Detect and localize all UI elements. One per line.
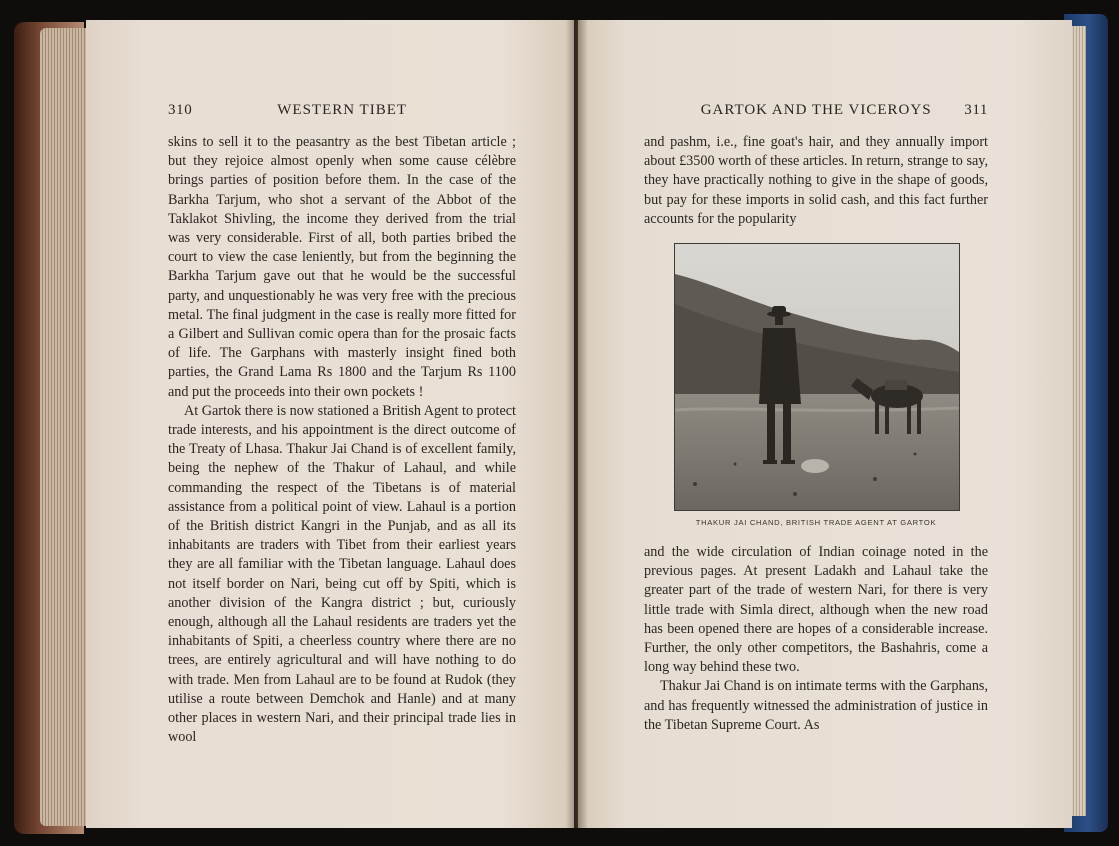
right-paragraph-after: and the wide circulation of Indian coinage noted in the previous pages. At present Ladakh and Lahaul take the greater part of the trade of western Nari, for there is very little trade with Simla direct, although when the new road has been opened there are hopes of a considerable increase. Further, the only other competitors, the Bashahris, come a long way behind these two.: [644, 544, 988, 676]
left-paragraph-1: skins to sell it to the peasantry as the best Tibetan article ; but they rejoice almost openly when some cause célèbre brings parties of position before them. In the case of the Barkha Tarjum, who shot a servant of the Abbot of the Taklakot Shivling, the income they derived from the trial was very considerable. First of all, both parties bribed the court to view the case leniently, but from the beginning the Barkha Tarjum gave out that he would be the successful party, and unquestionably he was very free with the precious metal. The final judgment in the case is really more fitted for a Gilbert and Sullivan comic opera than for the prosaic facts of life. The Garphans with masterly insight fined both parties, the Grand Lama Rs 1800 and the Tarjum Rs 1100 and put the proceeds into their own pockets !: [168, 134, 516, 400]
right-page-text-continued: [644, 543, 988, 735]
right-page-text: [644, 133, 988, 229]
left-running-head: WESTERN TIBET: [277, 102, 408, 118]
figure-caption: THAKUR JAI CHAND, BRITISH TRADE AGENT AT GARTOK: [695, 518, 937, 528]
left-page-number: 310: [168, 102, 193, 118]
figure: [674, 243, 958, 527]
left-page-text: [168, 133, 516, 748]
photograph: [674, 243, 960, 511]
right-paragraph-top: and pashm, i.e., fine goat's hair, and they annually import about £3500 worth of these articles. In return, strange to say, they have practically nothing to give in the shape of goods, but pay for these imports in solid cash, and this fact further accounts for the popularity: [644, 134, 988, 227]
left-page-header: [168, 102, 516, 119]
right-page-header: [644, 102, 988, 119]
right-paragraph-last: Thakur Jai Chand is on intimate terms with the Garphans, and has frequently witnessed the administration of justice in the Tibetan Supreme Court. As: [644, 678, 988, 733]
right-running-head: GARTOK AND THE VICEROYS: [700, 102, 932, 118]
page-edges-left: [40, 28, 90, 826]
left-paragraph-2: At Gartok there is now stationed a British Agent to protect trade interests, and his appointment is the direct outcome of the Treaty of Lhasa. Thakur Jai Chand is of excellent family, being the nephew of the Thakur of Lahaul, and while commanding the respect of the Tibetans is of material assistance from a political point of view. Lahaul is a portion of the British district Kangri in the Punjab, and as all its inhabitants are traders with Tibet from their earliest years they are all familiar with the Tibetan language. Lahaul does not itself border on Nari, being cut off by Spiti, which is another division of the Kangra district ; but, curiously enough, although all the Lahaul residents are traders yet the inhabitants of Spiti, a cheerless country where there are no trees, are entirely agricultural and will have nothing to do with trade. Men from Lahaul are to be found at Rudok (they utilise a route between Demchok and Hanle) and at many other places in western Nari, and their principal trade lies in wool: [168, 402, 516, 746]
photo-illustration: [675, 244, 959, 510]
right-page: [578, 20, 1072, 828]
right-page-number: 311: [964, 102, 988, 118]
left-page: [86, 20, 574, 828]
book-gutter: [566, 20, 588, 828]
